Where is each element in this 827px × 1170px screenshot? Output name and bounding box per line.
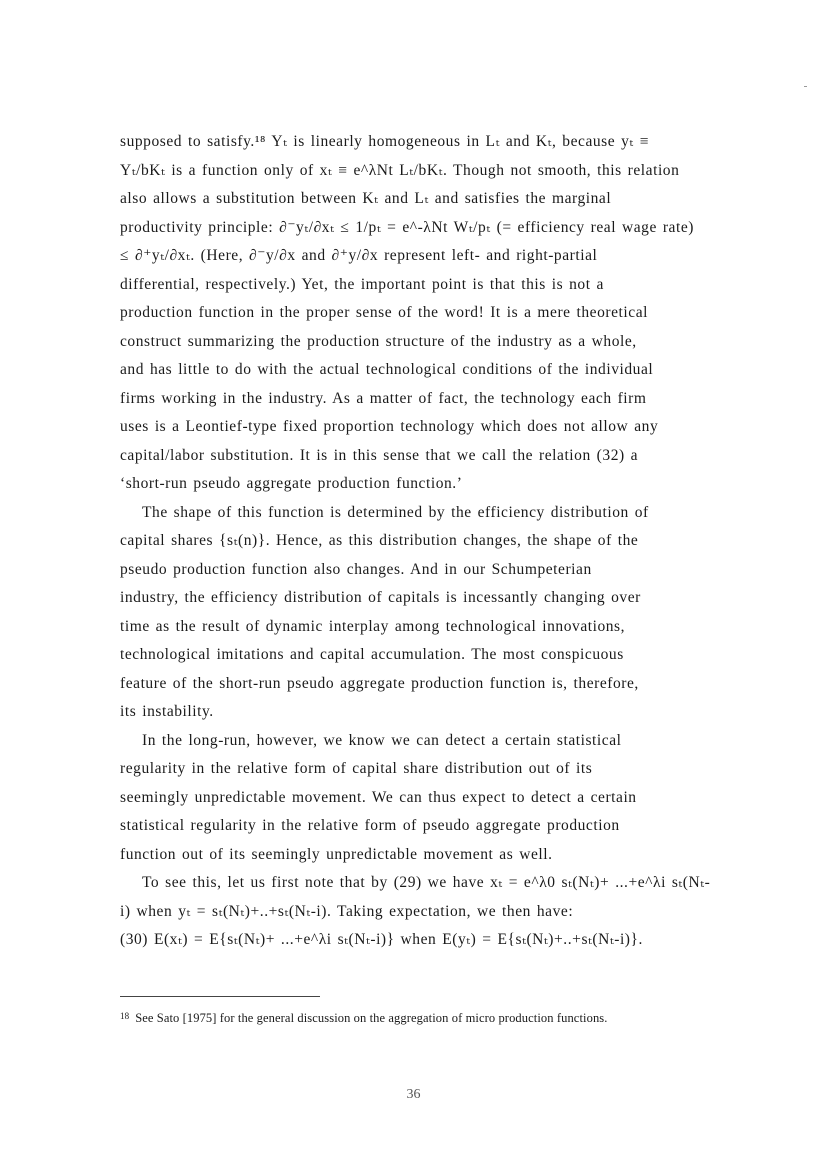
text-line: and has little to do with the actual technological conditions of the individual [120, 361, 654, 378]
text-line: construct summarizing the production structure of the industry as a whole, [120, 332, 637, 350]
equation-line: (30) E(xₜ) = E{sₜ(Nₜ)+ ...+e^λi sₜ(Nₜ-i)} when E(yₜ) = E{sₜ(Nₜ)+..+sₜ(Nₜ-i)}. [120, 931, 643, 948]
text-line: production function in the proper sense of the word! It is a mere theoretical [120, 304, 648, 321]
text-line: pseudo production function also changes. And in our Schumpeterian [120, 560, 592, 578]
text-line: ≤ ∂⁺yₜ/∂xₜ. (Here, ∂⁻y/∂x and ∂⁺y/∂x represent left- and right-partial [120, 247, 598, 264]
scan-mark [804, 86, 807, 87]
footnote-mark: 18 [120, 1011, 130, 1021]
text-line: regularity in the relative form of capital share distribution out of its [120, 760, 593, 777]
footnote [120, 1010, 760, 1026]
text-line: time as the result of dynamic interplay among technological innovations, [120, 617, 626, 635]
text-line: statistical regularity in the relative form of pseudo aggregate production [120, 817, 620, 834]
paragraph-start: The shape of this function is determined by the efficiency distribution of [142, 503, 649, 521]
text-line: capital/labor substitution. It is in this sense that we call the relation (32) a [120, 446, 639, 464]
text-line: also allows a substitution between Kₜ and Lₜ and satisfies the marginal [120, 190, 612, 207]
paragraph-start: In the long-run, however, we know we can detect a certain statistical [142, 731, 622, 749]
body-text [120, 128, 740, 955]
text-line: capital shares {sₜ(n)}. Hence, as this distribution changes, the shape of the [120, 532, 639, 549]
text-line: technological imitations and capital accumulation. The most conspicuous [120, 646, 624, 663]
text-line: Yₜ/bKₜ is a function only of xₜ ≡ e^λNt Lₜ/bKₜ. Though not smooth, this relation [120, 161, 680, 179]
text-line: productivity principle: ∂⁻yₜ/∂xₜ ≤ 1/pₜ = e^-λNt Wₜ/pₜ (= efficiency real wage rate) [120, 218, 694, 236]
text-line: seemingly unpredictable movement. We can thus expect to detect a certain [120, 788, 637, 806]
page-number: 36 [406, 1087, 421, 1102]
text-line: its instability. [120, 703, 214, 720]
text-line: firms working in the industry. As a matter of fact, the technology each firm [120, 389, 647, 407]
text-line: function out of its seemingly unpredictable movement as well. [120, 845, 553, 863]
text-line: feature of the short-run pseudo aggregate production function is, therefore, [120, 674, 639, 692]
text-line: i) when yₜ = sₜ(Nₜ)+..+sₜ(Nₜ-i). Taking expectation, we then have: [120, 902, 574, 920]
text-line: industry, the efficiency distribution of capitals is incessantly changing over [120, 589, 641, 606]
text-line: differential, respectively.) Yet, the important point is that this is not a [120, 275, 604, 293]
text-line: uses is a Leontief-type fixed proportion technology which does not allow any [120, 418, 659, 435]
footnote-text: See Sato [1975] for the general discussion on the aggregation of micro production functions. [135, 1011, 608, 1025]
text-line: supposed to satisfy.¹⁸ Yₜ is linearly homogeneous in Lₜ and Kₜ, because yₜ ≡ [120, 133, 650, 150]
footnote-rule [120, 996, 320, 997]
text-line: ‘short-run pseudo aggregate production function.’ [120, 475, 463, 492]
paragraph-start: To see this, let us first note that by (29) we have xₜ = e^λ0 sₜ(Nₜ)+ ...+e^λi sₜ(Nₜ- [142, 874, 711, 891]
